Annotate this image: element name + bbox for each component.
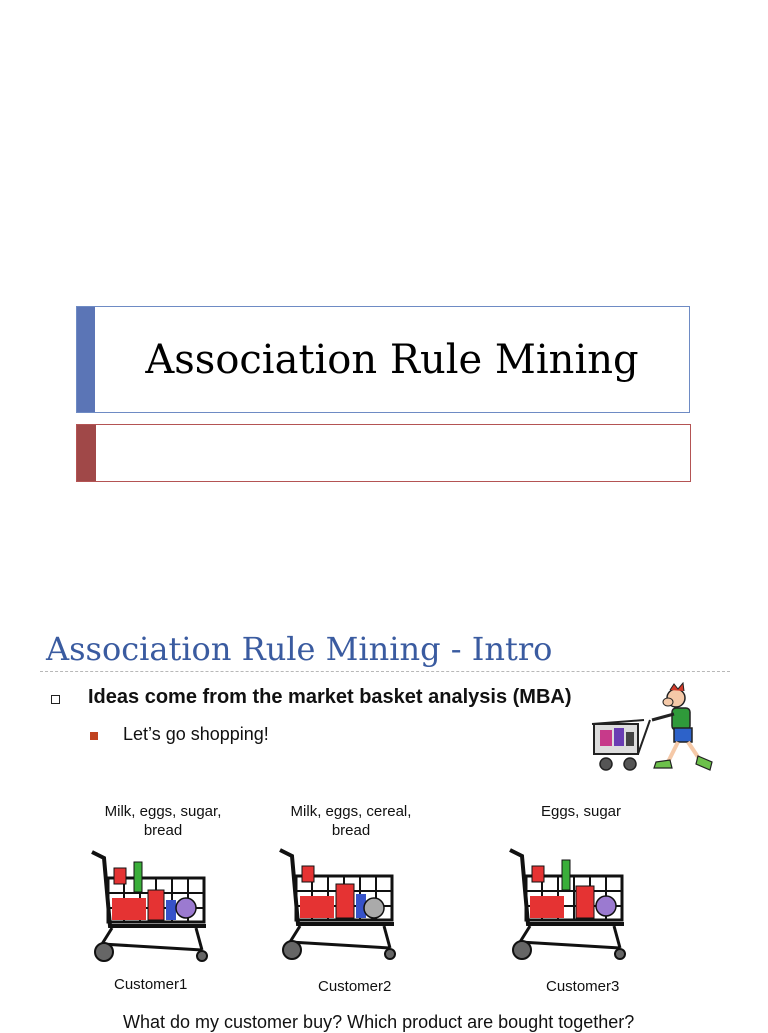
shopping-cart-icon <box>276 846 396 966</box>
title-accent-bar <box>77 307 95 412</box>
subtitle-box <box>76 424 691 482</box>
customer-1 <box>78 802 248 993</box>
customer-items: Milk, eggs, sugar, bread <box>104 803 222 839</box>
bullet-main: Ideas come from the market basket analysis (MBA) <box>88 686 572 708</box>
customer-items: Eggs, sugar <box>540 803 622 820</box>
intro-slide <box>0 604 768 1032</box>
customer-label: Customer1 <box>114 976 188 993</box>
intro-slide-title: Association Rule Mining - Intro <box>46 630 553 668</box>
subtitle-accent-bar <box>77 425 96 481</box>
customer-2 <box>266 802 436 995</box>
shopping-cart-icon <box>506 846 626 966</box>
square-bullet-icon <box>90 732 98 740</box>
bullet-sub: Let’s go shopping! <box>123 724 269 744</box>
customer-3 <box>496 802 666 995</box>
customer-label: Customer2 <box>318 978 392 995</box>
shopper-illustration-icon <box>588 682 722 782</box>
title-divider <box>40 671 730 672</box>
title-box <box>76 306 690 413</box>
customer-label: Customer3 <box>546 978 620 995</box>
shopping-cart-icon <box>88 848 208 968</box>
slide-title: Association Rule Mining <box>145 336 639 383</box>
customer-items: Milk, eggs, cereal, bread <box>290 803 412 839</box>
bullet-question: What do my customer buy? Which product are bought together? <box>123 1012 635 1032</box>
square-bullet-icon <box>51 695 60 704</box>
